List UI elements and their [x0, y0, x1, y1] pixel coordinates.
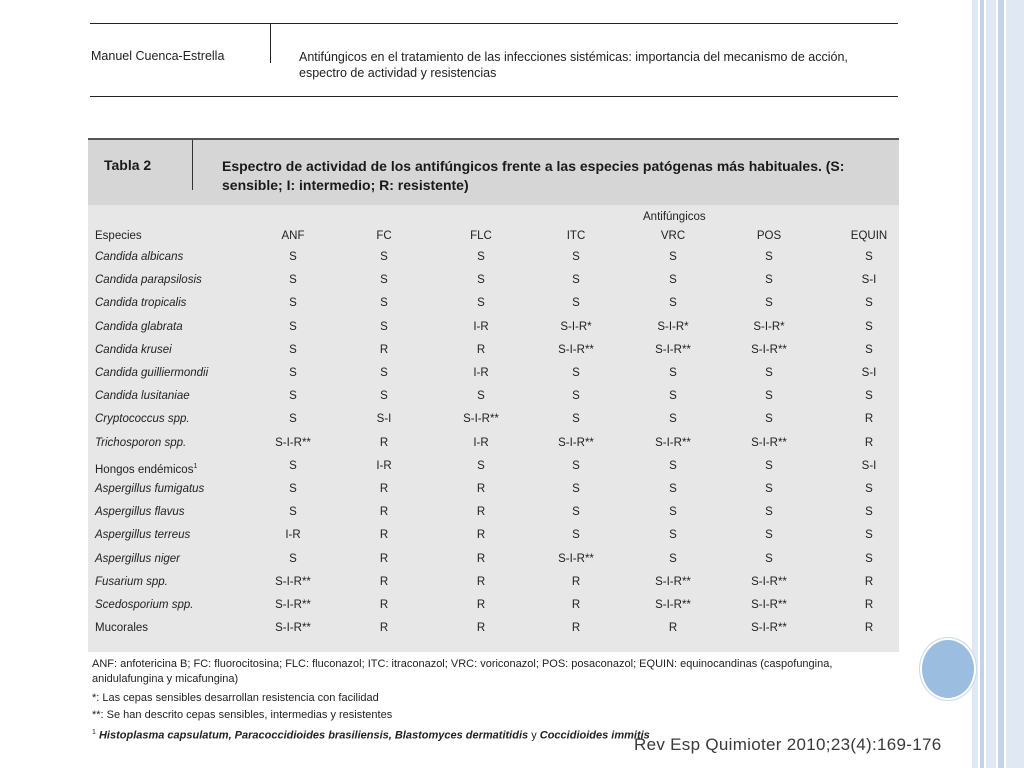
susceptibility-cell-itc: S: [572, 367, 580, 379]
species-name-text: Aspergillus fumigatus: [95, 483, 205, 495]
susceptibility-cell-equin: S: [865, 390, 873, 403]
susceptibility-cell-fc: R: [379, 552, 389, 565]
susceptibility-cell-vrc: S: [669, 483, 677, 495]
susceptibility-cell-anf: S-I-R**: [275, 575, 311, 588]
species-name-text: Candida albicans: [95, 251, 184, 263]
susceptibility-cell-equin: S: [865, 320, 873, 333]
susceptibility-cell-fc: S: [380, 297, 388, 310]
susceptibility-cell-fc: R: [379, 575, 389, 588]
slide-decoration-stripes: [972, 0, 1024, 768]
susceptibility-cell-vrc: S: [669, 297, 677, 310]
species-name: [95, 362, 208, 385]
susceptibility-cell-anf: S: [289, 251, 297, 263]
susceptibility-cell-anf: S: [289, 320, 297, 333]
susceptibility-cell-pos: S-I-R**: [751, 622, 787, 635]
susceptibility-cell-equin: R: [864, 599, 874, 611]
susceptibility-cell-fc: S: [380, 320, 388, 333]
footnote-endemic-marker: 1: [92, 729, 96, 736]
species-name-text: Cryptococcus spp.: [95, 413, 190, 426]
stripe: [1006, 0, 1024, 768]
susceptibility-cell-vrc: R: [668, 622, 678, 635]
stripe: [972, 0, 978, 768]
species-name: [95, 385, 190, 408]
species-name-text: Candida tropicalis: [95, 297, 187, 310]
susceptibility-cell-flc: S-I-R**: [463, 413, 499, 426]
footnote-single-star: *: Las cepas sensibles desarrollan resistencia con facilidad: [92, 692, 379, 704]
susceptibility-cell-fc: R: [379, 436, 389, 449]
susceptibility-cell-vrc: S: [669, 506, 677, 519]
susceptibility-cell-pos: S-I-R**: [751, 599, 787, 611]
table-row: [88, 617, 899, 640]
susceptibility-cell-flc: R: [476, 343, 486, 356]
susceptibility-cell-flc: I-R: [473, 436, 489, 449]
susceptibility-cell-anf: S: [289, 413, 297, 426]
table-row: [88, 269, 899, 292]
species-name-text: Candida guilliermondii: [95, 367, 209, 379]
susceptibility-cell-flc: S: [477, 251, 485, 263]
table-row: [88, 408, 899, 431]
table-row: [88, 246, 899, 269]
table-row: [88, 594, 899, 617]
susceptibility-cell-flc: R: [476, 552, 486, 565]
susceptibility-cell-pos: S: [765, 297, 773, 310]
susceptibility-cell-equin: S-I: [861, 367, 877, 379]
species-name: [95, 524, 190, 547]
susceptibility-cell-itc: S-I-R**: [558, 436, 594, 449]
susceptibility-cell-fc: S: [380, 390, 388, 403]
table-row: [88, 478, 899, 501]
susceptibility-cell-vrc: S-I-R**: [655, 575, 691, 588]
species-name-text: Trichosporon spp.: [95, 436, 187, 449]
table-row: [88, 292, 899, 315]
susceptibility-cell-vrc: S-I-R**: [655, 436, 691, 449]
stripe: [986, 0, 996, 768]
susceptibility-cell-flc: R: [476, 506, 486, 519]
species-name-text: Hongos endémicos: [95, 463, 194, 476]
susceptibility-cell-anf: S: [289, 390, 297, 403]
susceptibility-cell-flc: S: [477, 274, 485, 287]
susceptibility-cell-fc: I-R: [376, 459, 392, 472]
table-row: [88, 571, 899, 594]
antifungals-group-header: Antifúngicos: [643, 211, 706, 223]
journal-citation: Rev Esp Quimioter 2010;23(4):169-176: [634, 735, 942, 754]
susceptibility-cell-equin: S: [865, 529, 873, 542]
susceptibility-cell-fc: R: [379, 343, 389, 356]
species-name-text: Fusarium spp.: [95, 575, 168, 588]
column-header-vrc: VRC: [660, 230, 686, 242]
susceptibility-cell-pos: S-I-R*: [753, 320, 785, 333]
susceptibility-cell-equin: R: [864, 413, 874, 426]
susceptibility-cell-anf: S-I-R**: [275, 622, 311, 635]
species-name-text: Aspergillus flavus: [95, 506, 185, 519]
susceptibility-cell-flc: R: [476, 622, 486, 635]
susceptibility-cell-pos: S: [765, 552, 773, 565]
susceptibility-cell-pos: S: [765, 483, 773, 495]
species-name: [95, 478, 204, 501]
susceptibility-cell-pos: S: [765, 274, 773, 287]
susceptibility-cell-itc: S-I-R**: [558, 552, 594, 565]
susceptibility-cell-pos: S-I-R**: [751, 343, 787, 356]
species-name-text: Candida krusei: [95, 343, 172, 356]
column-header-itc: ITC: [566, 230, 586, 242]
susceptibility-cell-equin: S-I: [861, 274, 877, 287]
susceptibility-cell-itc: S: [572, 297, 580, 310]
susceptibility-cell-flc: I-R: [473, 367, 489, 379]
susceptibility-cell-flc: S: [477, 459, 485, 472]
table-label: Tabla 2: [104, 157, 152, 173]
susceptibility-cell-flc: S: [477, 390, 485, 403]
header-rule-top: [90, 23, 898, 24]
header-rule-bottom: [90, 96, 898, 97]
susceptibility-cell-vrc: S: [669, 251, 677, 263]
susceptibility-cell-equin: S: [865, 483, 873, 495]
table-row: [88, 362, 899, 385]
susceptibility-cell-anf: S: [289, 459, 297, 472]
table-caption-line-2: sensible; I: intermedio; R: resistente): [222, 177, 469, 193]
article-author: Manuel Cuenca-Estrella: [91, 49, 225, 63]
susceptibility-cell-equin: S: [865, 343, 873, 356]
species-name-text: Candida glabrata: [95, 320, 183, 333]
susceptibility-cell-vrc: S-I-R*: [657, 320, 689, 333]
species-name: [95, 269, 202, 292]
table-caption: [222, 157, 882, 195]
species-name-text: Aspergillus niger: [95, 552, 181, 565]
susceptibility-cell-itc: R: [571, 599, 581, 611]
decorative-circle: [920, 638, 976, 700]
susceptibility-cell-flc: R: [476, 483, 486, 495]
species-name-text: Scedosporium spp.: [95, 599, 194, 611]
table-row: [88, 339, 899, 362]
table-row: [88, 432, 899, 455]
table-row: [88, 316, 899, 339]
susceptibility-cell-anf: S: [289, 506, 297, 519]
susceptibility-cell-pos: S: [765, 390, 773, 403]
species-column-header: Especies: [95, 230, 142, 242]
table-row: [88, 524, 899, 547]
species-name: [95, 408, 190, 431]
susceptibility-cell-anf: S-I-R**: [275, 599, 311, 611]
footnote-endemic-conjunction: y: [531, 729, 537, 742]
susceptibility-cell-vrc: S: [669, 390, 677, 403]
susceptibility-cell-anf: S: [289, 274, 297, 287]
susceptibility-cell-anf: I-R: [285, 529, 301, 542]
susceptibility-cell-pos: S: [765, 529, 773, 542]
species-name: [95, 316, 183, 339]
susceptibility-cell-fc: S-I: [376, 413, 392, 426]
susceptibility-cell-equin: R: [864, 622, 874, 635]
susceptibility-cell-equin: S: [865, 506, 873, 519]
article-title-line-1: Antifúngicos en el tratamiento de las infecciones sistémicas: importancia del mecanismo de acción,: [299, 50, 848, 64]
stripe: [980, 0, 984, 768]
column-header-anf: ANF: [281, 230, 305, 242]
table-row: [88, 548, 899, 571]
susceptibility-cell-itc: S: [572, 413, 580, 426]
susceptibility-cell-flc: R: [476, 529, 486, 542]
susceptibility-cell-fc: S: [380, 251, 388, 263]
stripe: [998, 0, 1004, 768]
susceptibility-cell-vrc: S: [669, 459, 677, 472]
susceptibility-cell-pos: S-I-R**: [751, 436, 787, 449]
susceptibility-cell-pos: S-I-R**: [751, 575, 787, 588]
susceptibility-cell-itc: S-I-R**: [558, 343, 594, 356]
susceptibility-cell-pos: S: [765, 367, 773, 379]
species-name-text: Aspergillus terreus: [95, 529, 191, 542]
species-name-text: Candida parapsilosis: [95, 274, 202, 287]
susceptibility-cell-itc: S: [572, 251, 580, 263]
susceptibility-cell-pos: S: [765, 506, 773, 519]
footnote-abbreviations: ANF: anfotericina B; FC: fluorocitosina; FLC: fluconazol; ITC: itraconazol; VRC: voriconazol; POS: posaconazol; EQUIN: equinocandinas (caspofungina, anidulafungina y micafungina): [92, 658, 833, 685]
susceptibility-cell-itc: S: [572, 459, 580, 472]
susceptibility-cell-equin: S: [865, 251, 873, 263]
column-header-flc: FLC: [470, 230, 492, 242]
susceptibility-cell-fc: R: [379, 599, 389, 611]
table-banner: [88, 138, 899, 205]
susceptibility-cell-itc: S: [572, 529, 580, 542]
column-header-pos: POS: [756, 230, 782, 242]
susceptibility-cell-equin: S-I: [861, 459, 877, 472]
susceptibility-cell-itc: R: [571, 575, 581, 588]
species-name: [95, 548, 180, 571]
susceptibility-cell-flc: R: [476, 575, 486, 588]
susceptibility-cell-flc: S: [477, 297, 485, 310]
susceptibility-cell-itc: S: [572, 506, 580, 519]
susceptibility-cell-vrc: S: [669, 552, 677, 565]
susceptibility-cell-vrc: S-I-R**: [655, 343, 691, 356]
table-footnotes: [92, 657, 892, 746]
table-row: [88, 501, 899, 524]
susceptibility-cell-itc: S-I-R*: [560, 320, 592, 333]
species-name: [95, 617, 148, 640]
table-row: [88, 385, 899, 408]
susceptibility-cell-flc: R: [476, 599, 486, 611]
susceptibility-cell-equin: R: [864, 575, 874, 588]
species-name-text: Mucorales: [95, 622, 149, 635]
susceptibility-cell-anf: S: [289, 343, 297, 356]
table-caption-line-1: Espectro de actividad de los antifúngicos frente a las especies patógenas más habituales. (S:: [222, 158, 845, 174]
susceptibility-cell-pos: S: [765, 459, 773, 472]
susceptibility-cell-fc: S: [380, 367, 388, 379]
susceptibility-cell-equin: R: [864, 436, 874, 449]
susceptibility-cell-anf: S: [289, 297, 297, 310]
susceptibility-cell-equin: S: [865, 297, 873, 310]
susceptibility-cell-itc: S: [572, 390, 580, 403]
susceptibility-cell-anf: S: [289, 483, 297, 495]
susceptibility-cell-pos: S: [765, 251, 773, 263]
susceptibility-cell-itc: S: [572, 274, 580, 287]
species-name: [95, 594, 193, 617]
susceptibility-cell-fc: R: [379, 483, 389, 495]
species-name: [95, 292, 186, 315]
article-title-line-2: espectro de actividad y resistencias: [299, 66, 497, 80]
susceptibility-cell-pos: S: [765, 413, 773, 426]
susceptibility-cell-fc: R: [379, 622, 389, 635]
susceptibility-cell-vrc: S: [669, 274, 677, 287]
species-name-text: Candida lusitaniae: [95, 390, 190, 403]
susceptibility-cell-fc: S: [380, 274, 388, 287]
susceptibility-cell-itc: R: [571, 622, 581, 635]
susceptibility-cell-flc: I-R: [473, 320, 489, 333]
header-divider: [270, 23, 271, 63]
susceptibility-cell-fc: R: [379, 506, 389, 519]
susceptibility-cell-equin: S: [865, 552, 873, 565]
table-row: [88, 455, 899, 478]
species-name: [95, 339, 172, 362]
susceptibility-cell-vrc: S: [669, 413, 677, 426]
susceptibility-cell-vrc: S: [669, 367, 677, 379]
susceptibility-cell-itc: S: [572, 483, 580, 495]
banner-divider: [192, 140, 193, 190]
column-header-fc: FC: [376, 230, 392, 242]
susceptibility-cell-anf: S: [289, 552, 297, 565]
article-title: [299, 49, 889, 81]
column-header-equin: EQUIN: [850, 230, 888, 242]
susceptibility-cell-fc: R: [379, 529, 389, 542]
species-name: [95, 501, 184, 524]
footnote-double-star: **: Se han descrito cepas sensibles, intermedias y resistentes: [92, 709, 393, 721]
species-name: [95, 571, 168, 594]
susceptibility-cell-anf: S: [289, 367, 297, 379]
species-name: [95, 432, 186, 455]
susceptibility-cell-anf: S-I-R**: [275, 436, 311, 449]
susceptibility-cell-vrc: S-I-R**: [655, 599, 691, 611]
footnote-endemic-species-b: Coccidioides immitis: [539, 729, 650, 742]
susceptibility-cell-vrc: S: [669, 529, 677, 542]
species-name: [95, 246, 183, 269]
species-footnote-marker: 1: [193, 462, 198, 470]
antifungal-table: [88, 205, 899, 652]
footnote-endemic-species-a: Histoplasma capsulatum, Paracoccidioides brasiliensis, Blastomyces dermatitidis: [98, 729, 529, 742]
